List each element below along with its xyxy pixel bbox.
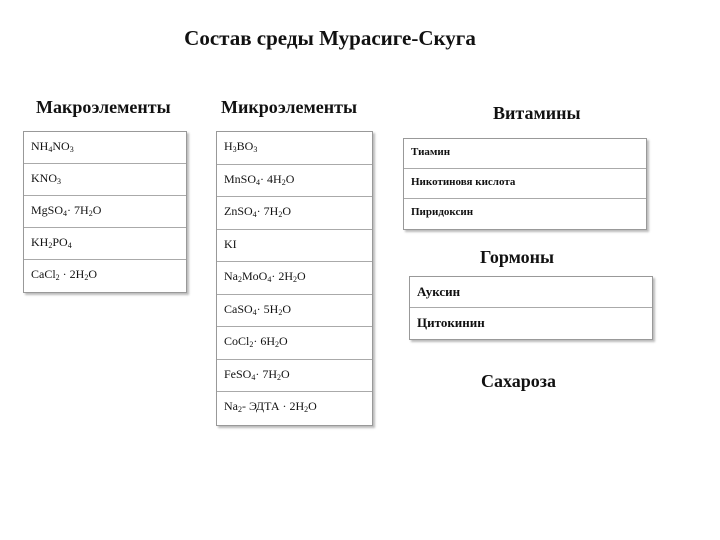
formula-text: O [88,267,98,281]
formula-text: NO [52,139,70,153]
formula-text: · 2H [271,269,294,283]
hormones-item [410,277,652,308]
formula-text: Тиамин [411,146,451,158]
formula-subscript: 4 [67,241,72,250]
macro-item [24,164,186,196]
formula-text: PO [52,235,68,249]
formula-text: O [282,301,292,316]
hormones-table [409,276,653,340]
formula-subscript: 2 [238,275,242,284]
macro-table [23,131,187,293]
formula-text: Цитокинин [417,315,485,330]
formula-text: O [279,334,288,348]
hormones-item [410,308,652,339]
micro-item [217,327,372,360]
formula-text: O [308,399,317,413]
formula-subscript: 3 [232,145,237,154]
formula-text: BO [236,139,254,153]
formula-text: O [297,269,306,283]
micro-item [217,262,372,295]
macro-item [24,228,186,260]
micro-item [217,230,372,263]
formula-text: FeSO [224,366,252,381]
micro-item [217,132,372,165]
formula-text: CoCl [224,334,250,348]
formula-text: Ауксин [417,284,461,299]
formula-text: · 6H [253,334,276,348]
formula-text: O [281,366,290,381]
formula-subscript: 2 [277,372,282,382]
formula-subscript: 3 [57,177,61,186]
hormones-heading: Гормоны [480,247,555,267]
vitamins-item [404,199,646,229]
formula-subscript: 2 [278,307,283,317]
formula-subscript: 2 [249,340,254,349]
micro-table [216,131,373,426]
formula-text: KNO [31,171,57,185]
formula-text: O [282,204,292,218]
formula-text: · 7H [255,366,278,381]
formula-subscript: 4 [252,307,257,317]
formula-text: Пиридоксин [411,206,474,218]
macro-item [24,260,186,292]
formula-text: KH [31,235,49,249]
formula-subscript: 2 [275,340,280,349]
formula-subscript: 4 [251,372,256,382]
formula-subscript: 3 [69,145,74,154]
micro-item [217,197,372,230]
formula-subscript: 2 [293,275,298,284]
formula-text: KI [224,236,237,251]
formula-subscript: 2 [304,405,309,414]
micro-item [217,295,372,328]
micro-item [217,165,372,198]
formula-subscript: 4 [267,275,272,284]
macro-item [24,132,186,164]
formula-text: H [224,139,233,153]
micro-heading: Микроэлементы [221,97,358,117]
formula-subscript: 2 [48,241,53,250]
formula-text: Никотиновя кислота [411,176,516,188]
sucrose-label: Сахароза [481,371,557,391]
formula-text: Na [224,399,238,413]
formula-subscript: 4 [48,145,53,154]
formula-subscript: 2 [281,177,286,187]
formula-text: CaSO [224,301,253,316]
formula-text: · 2H [59,267,85,281]
formula-text: MoO [242,269,268,283]
formula-text: MgSO [31,203,64,217]
macro-heading: Макроэлементы [36,97,171,117]
formula-text: - ЭДТА · 2H [242,399,305,413]
formula-text: · 7H [256,204,279,218]
formula-subscript: 4 [256,177,261,187]
macro-item [24,196,186,228]
formula-text: · 4H [260,171,282,186]
vitamins-item [404,139,646,169]
vitamins-table [403,138,647,230]
micro-item [217,360,372,393]
formula-text: O [285,171,295,186]
formula-text: · 5H [256,301,279,316]
formula-subscript: 2 [238,405,242,414]
formula-subscript: 2 [88,209,93,218]
formula-text: ZnSO [224,204,253,218]
formula-subscript: 4 [252,210,257,219]
formula-subscript: 4 [63,209,68,218]
formula-subscript: 2 [84,273,89,282]
micro-item [217,392,372,425]
formula-text: · 7H [67,203,89,217]
formula-subscript: 3 [253,145,258,154]
formula-text: O [92,203,102,217]
formula-subscript: 2 [278,210,283,219]
formula-text: MnSO [224,171,257,186]
formula-text: CaCl [31,267,56,281]
vitamins-heading: Витамины [493,103,581,123]
formula-text: Na [224,269,238,283]
page-title: Состав среды Мурасиге-Скуга [184,26,476,50]
formula-subscript: 2 [55,273,60,282]
vitamins-item [404,169,646,199]
formula-text: NH [31,139,49,153]
